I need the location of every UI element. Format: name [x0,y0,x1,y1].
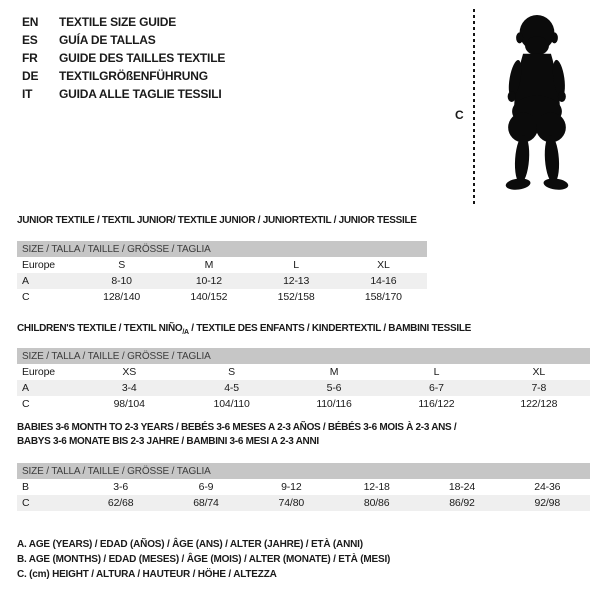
row-label: C [22,398,30,410]
size-cell: 68/74 [193,497,219,509]
language-row-fr [22,49,225,67]
title-line-1: BABIES 3-6 MONTH TO 2-3 YEARS / BEBÉS 3-6 MESES A 2-3 AÑOS / BÉBÉS 3-6 MOIS À 2-3 ANS / [17,422,457,433]
size-cell: XS [122,366,137,378]
size-cell: XL [377,259,390,271]
language-title: GUIDE DES TAILLES TEXTILE [59,51,226,65]
language-row-es [22,31,225,49]
size-cell: S [118,259,126,271]
row-label: B [22,481,29,493]
size-cell: 80/86 [363,497,390,509]
language-code: DE [22,69,39,83]
size-cell: 3-4 [121,382,137,394]
title-part: CHILDREN'S TEXTILE / TEXTIL NIÑO [17,323,183,334]
size-cell: 24-36 [534,481,561,493]
size-cell: 6-9 [198,481,214,493]
size-cell: 12-13 [283,275,310,287]
table-row-months [17,479,590,495]
size-cell: 122/128 [520,398,558,410]
legend-notes [17,537,390,582]
table-row-height [17,289,427,305]
size-cell: 9-12 [281,481,302,493]
language-code: ES [22,33,38,47]
row-label: C [22,291,30,303]
section-title-babies [17,421,456,448]
size-cell: 158/170 [364,291,402,303]
table-header-bar: SIZE / TALLA / TAILLE / GRÖSSE / TAGLIA [17,463,590,479]
language-code: IT [22,87,33,101]
size-cell: 62/68 [107,497,134,509]
size-cell: 10-12 [195,275,222,287]
table-row-height [17,495,590,511]
language-row-en [22,13,225,31]
row-label: Europe [22,366,55,378]
size-cell: 116/122 [418,398,455,410]
size-cell: 3-6 [113,481,129,493]
language-title: TEXTILE SIZE GUIDE [59,15,177,29]
size-cell: 4-5 [224,382,239,394]
size-table-junior [17,241,427,305]
size-cell: 8-10 [111,275,132,287]
size-cell: 86/92 [449,497,475,509]
table-row-age [17,380,590,396]
section-title-junior: JUNIOR TEXTILE / TEXTIL JUNIOR/ TEXTILE JUNIOR / JUNIORTEXTIL / JUNIOR TESSILE [17,215,417,226]
size-cell: 128/140 [103,291,141,303]
row-label: A [22,382,29,394]
section-title-children [17,323,471,336]
size-cell: 98/104 [113,398,145,410]
size-cell: M [329,366,339,378]
size-cell: S [228,366,236,378]
title-part: / TEXTILE DES ENFANTS / KINDERTEXTIL / BAMBINI TESSILE [188,323,472,334]
size-cell: 74/80 [278,497,305,509]
size-cell: L [293,259,299,271]
size-cell: XL [532,366,546,378]
row-label: Europe [22,259,55,271]
row-label: C [22,497,30,509]
size-cell: 110/116 [316,398,352,410]
language-title-list [22,13,225,103]
row-label: A [22,275,29,287]
size-cell: L [433,366,440,378]
note-line-a: A. AGE (YEARS) / EDAD (AÑOS) / ÂGE (ANS) / ALTER (JAHRE) / ETÀ (ANNI) [17,539,363,550]
height-measure-dotted-line [473,9,475,207]
size-table-children [17,348,590,412]
table-row-height [17,396,590,412]
table-header-bar: SIZE / TALLA / TAILLE / GRÖSSE / TAGLIA [17,348,590,364]
size-cell: M [204,259,214,271]
size-cell: 18-24 [448,481,476,493]
measure-c-label: C [455,108,464,122]
note-line-c: C. (cm) HEIGHT / ALTURA / HAUTEUR / HÖHE / ALTEZZA [17,569,277,580]
language-row-de [22,67,225,85]
size-cell: 104/110 [213,398,250,410]
language-code: EN [22,15,39,29]
language-row-it [22,85,225,103]
size-cell: 140/152 [190,291,228,303]
baby-silhouette-icon [481,9,593,208]
language-code: FR [22,51,38,65]
size-cell: 7-8 [531,382,547,394]
table-row-europe [17,364,590,380]
table-row-age [17,273,427,289]
size-cell: 12-18 [363,481,390,493]
language-title: TEXTILGRÖßENFÜHRUNG [59,69,208,83]
size-cell: 6-7 [429,382,444,394]
size-cell: 14-16 [370,275,397,287]
size-table-babies [17,463,590,511]
language-title: GUIDA ALLE TAGLIE TESSILI [59,87,222,101]
table-header-bar: SIZE / TALLA / TAILLE / GRÖSSE / TAGLIA [17,241,427,257]
title-part-sub: /A [182,329,189,336]
table-row-europe [17,257,427,273]
size-cell: 5-6 [326,382,342,394]
size-cell: 152/158 [277,291,315,303]
language-title: GUÍA DE TALLAS [59,33,156,47]
title-line-2: BABYS 3-6 MONATE BIS 2-3 JAHRE / BAMBINI 3-6 MESI A 2-3 ANNI [17,435,319,447]
size-cell: 92/98 [534,497,561,509]
note-line-b: B. AGE (MONTHS) / EDAD (MESES) / ÂGE (MOIS) / ALTER (MONATE) / ETÀ (MESI) [17,554,391,565]
